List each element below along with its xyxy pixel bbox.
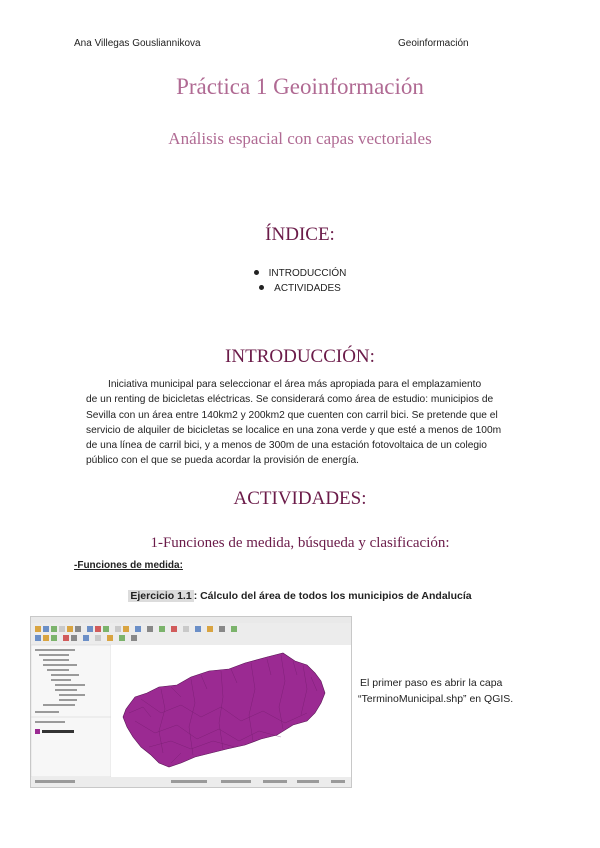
qgis-screenshot xyxy=(30,616,352,788)
index-heading: ÍNDICE: xyxy=(265,224,335,245)
qgis-window-illustration xyxy=(31,617,351,787)
activities-heading: ACTIVIDADES: xyxy=(233,488,367,509)
header-subject: Geoinformación xyxy=(398,38,469,49)
intro-line: de una línea de carril bici, y a menos de 300m de una estación fotovoltaica de un colegio xyxy=(86,440,487,452)
index-item-actividades: ACTIVIDADES xyxy=(0,283,600,294)
bullet-icon xyxy=(254,270,259,275)
section-heading: 1-Funciones de medida, búsqueda y clasificación: xyxy=(150,535,450,551)
document-title: Práctica 1 Geoinformación xyxy=(176,74,424,99)
intro-line: servicio de alquiler de bicicletas se localice en una zona verde y que esté a menos de 100m xyxy=(86,424,502,436)
bullet-icon xyxy=(259,285,264,290)
header-author: Ana Villegas Gousliannikova xyxy=(74,38,201,49)
caption-line: “TerminoMunicipal.shp” en QGIS. xyxy=(358,692,514,705)
exercise-text: : Cálculo del área de todos los municipios de Andalucía xyxy=(193,590,472,602)
screenshot-caption xyxy=(358,676,513,707)
subsection-heading: -Funciones de medida: xyxy=(74,560,183,571)
intro-line: público con el que se pueda acordar la provisión de energía. xyxy=(86,455,359,467)
exercise-label: Ejercicio 1.1 xyxy=(130,590,192,602)
caption-line: El primer paso es abrir la capa xyxy=(360,677,503,689)
intro-line: Sevilla con un área entre 140km2 y 200km2 que cuenten con carril bici. Se pretende que el xyxy=(86,409,498,421)
document-subtitle: Análisis espacial con capas vectoriales xyxy=(168,129,432,148)
exercise-heading xyxy=(0,590,600,602)
intro-heading: INTRODUCCIÓN: xyxy=(225,346,375,367)
intro-line: Iniciativa municipal para seleccionar el área más apropiada para el emplazamiento xyxy=(108,379,482,390)
intro-paragraph xyxy=(86,377,526,469)
index-item-introduccion: INTRODUCCIÓN xyxy=(0,268,600,279)
intro-line: de un renting de bicicletas eléctricas. Se considerará como área de estudio: municipios de xyxy=(86,394,494,406)
